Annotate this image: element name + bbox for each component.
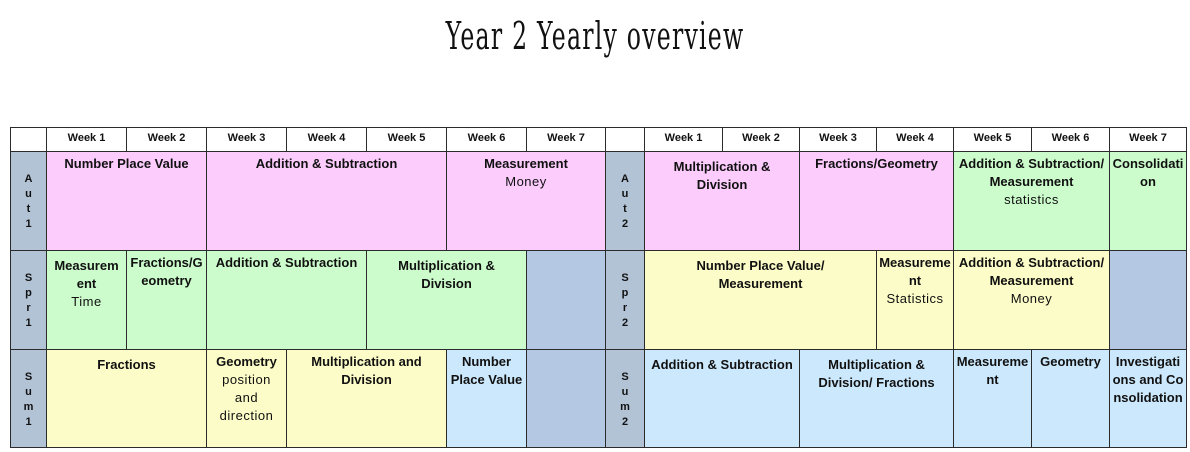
term-label-spr2: S p r 2 xyxy=(605,250,645,350)
topic-cell xyxy=(446,151,606,251)
topic-cell xyxy=(206,151,447,251)
topic-title: Investigations and Consolidation xyxy=(1112,354,1184,405)
week-header: Week 2 xyxy=(722,127,800,152)
topic-cell xyxy=(953,250,1110,350)
topic-cell xyxy=(953,151,1110,251)
topic-title: Multiplication and Division xyxy=(311,354,422,387)
week-header: Week 3 xyxy=(799,127,877,152)
topic-cell xyxy=(876,250,954,350)
topic-subtitle: statistics xyxy=(1004,192,1059,207)
topic-title: Multiplication & Division xyxy=(398,258,495,291)
week-header: Week 7 xyxy=(1109,127,1187,152)
topic-title: Addition & Subtraction xyxy=(215,255,358,270)
corner-cell-right xyxy=(605,127,645,152)
topic-title: Multiplication & Division xyxy=(673,159,771,192)
week-header: Week 5 xyxy=(366,127,447,152)
topic-cell xyxy=(644,349,800,448)
term-label-sum2: S u m 2 xyxy=(605,349,645,448)
topic-subtitle: position and direction xyxy=(219,372,274,423)
week-header: Week 1 xyxy=(644,127,723,152)
week-header: Week 3 xyxy=(206,127,287,152)
topic-cell xyxy=(1031,349,1110,448)
topic-subtitle: Time xyxy=(71,294,102,309)
topic-title: Addition & Subtraction/ Measurement xyxy=(958,156,1105,189)
topic-title: Fractions/Geometry xyxy=(815,156,938,171)
topic-cell xyxy=(1109,151,1187,251)
topic-cell xyxy=(953,349,1032,448)
topic-cell xyxy=(1109,349,1187,448)
topic-title: Measurement xyxy=(956,354,1029,387)
week-header: Week 6 xyxy=(1031,127,1110,152)
topic-cell xyxy=(206,349,287,448)
topic-title: Fractions xyxy=(97,357,156,372)
week-header: Week 4 xyxy=(286,127,367,152)
empty-cell xyxy=(526,349,606,448)
topic-title: Measurement xyxy=(879,255,951,288)
topic-title: Geometry xyxy=(216,354,277,369)
topic-title: Addition & Subtraction/ Measurement xyxy=(958,255,1105,288)
topic-title: Addition & Subtraction xyxy=(255,156,398,171)
topic-title: Geometry xyxy=(1040,354,1101,369)
topic-cell xyxy=(799,151,954,251)
topic-title: Number Place Value xyxy=(64,156,189,171)
week-header: Week 5 xyxy=(953,127,1032,152)
term-label-aut1: A u t 1 xyxy=(10,151,47,251)
topic-cell xyxy=(46,349,207,448)
topic-cell xyxy=(446,349,527,448)
topic-cell xyxy=(366,250,527,350)
week-header: Week 7 xyxy=(526,127,606,152)
empty-cell xyxy=(526,250,606,350)
topic-title: Addition & Subtraction xyxy=(651,357,793,372)
week-header: Week 4 xyxy=(876,127,954,152)
topic-cell xyxy=(126,250,207,350)
topic-title: Fractions/Geometry xyxy=(130,255,203,288)
topic-subtitle: Money xyxy=(1010,291,1053,306)
week-header: Week 6 xyxy=(446,127,527,152)
topic-title: Multiplication & Division/ Fractions xyxy=(818,357,935,390)
topic-subtitle: Money xyxy=(505,174,547,189)
topic-title: Measurement xyxy=(54,258,119,291)
corner-cell-left xyxy=(10,127,47,152)
term-label-aut2: A u t 2 xyxy=(605,151,645,251)
topic-cell xyxy=(206,250,367,350)
empty-cell xyxy=(1109,250,1187,350)
term-label-spr1: S p r 1 xyxy=(10,250,47,350)
term-label-sum1: S u m 1 xyxy=(10,349,47,448)
page-title: Year 2 Yearly overview xyxy=(445,14,745,58)
topic-title: Measurement xyxy=(484,156,568,171)
topic-cell xyxy=(799,349,954,448)
topic-cell xyxy=(46,151,207,251)
week-header: Week 2 xyxy=(126,127,207,152)
week-header: Week 1 xyxy=(46,127,127,152)
topic-subtitle: Statistics xyxy=(886,291,944,306)
topic-cell xyxy=(46,250,127,350)
topic-title: Consolidation xyxy=(1112,156,1184,189)
topic-cell xyxy=(286,349,447,448)
topic-title: Number Place Value/ Measurement xyxy=(696,258,825,291)
topic-cell xyxy=(644,151,800,251)
topic-title: Number Place Value xyxy=(450,354,523,387)
topic-cell xyxy=(644,250,877,350)
